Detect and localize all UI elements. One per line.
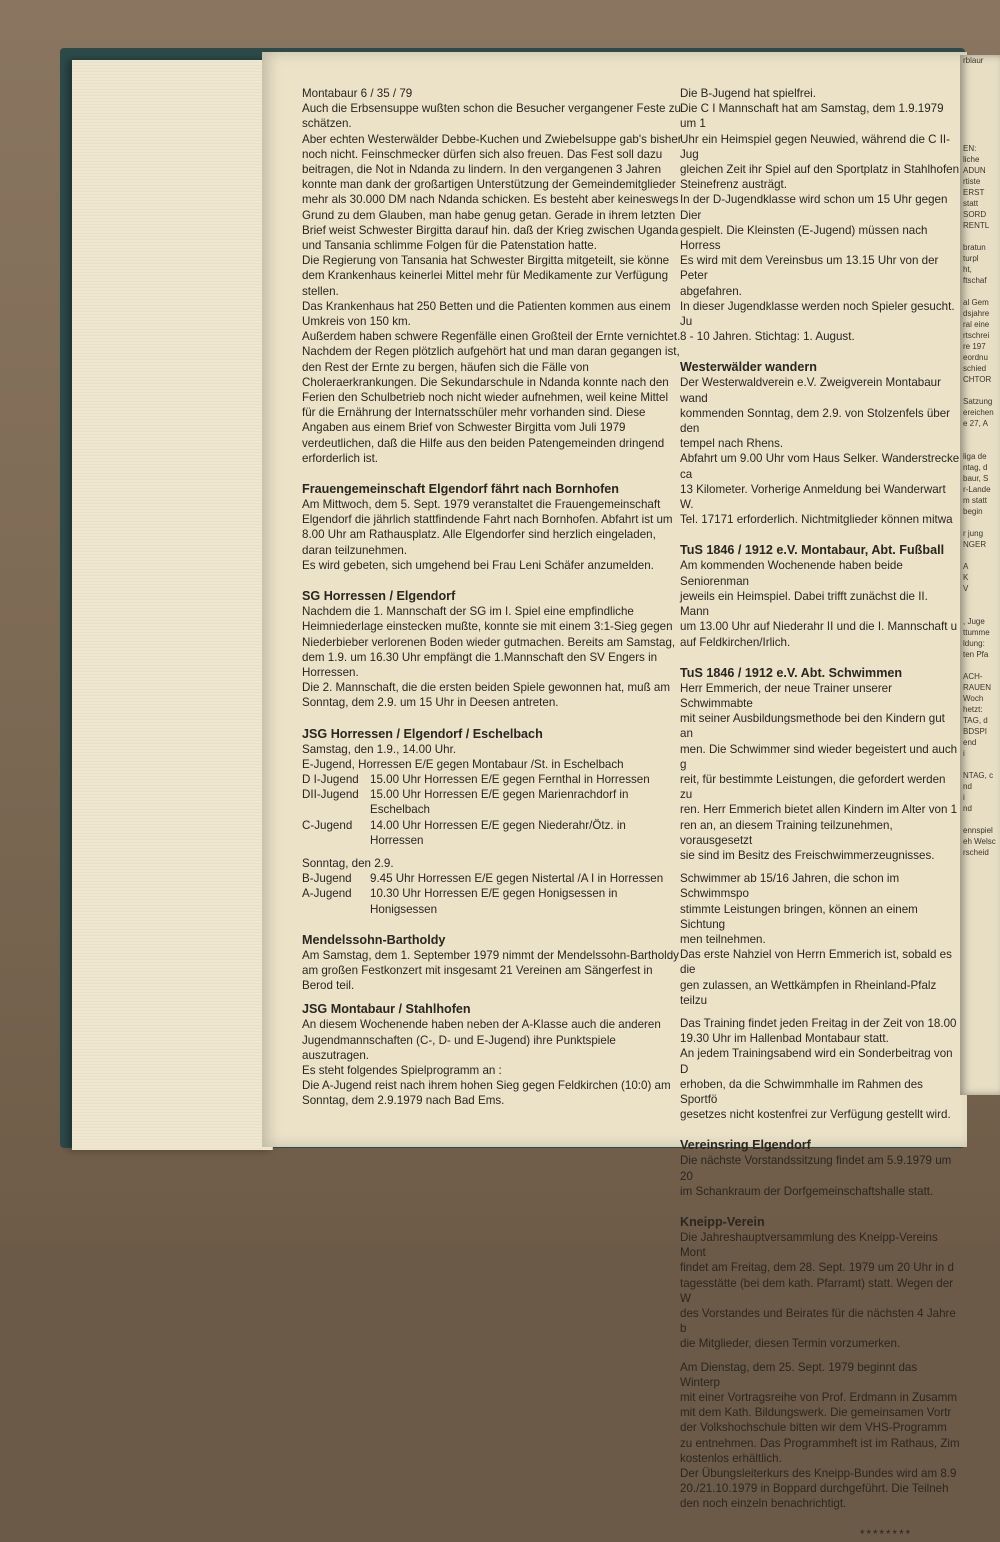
fragment-line <box>960 550 1000 561</box>
team-label: D I-Jugend <box>302 772 359 786</box>
match-info: 10.30 Uhr Horressen E/E gegen Honigsessen in Honigsessen <box>370 887 618 916</box>
match-info: 14.00 Uhr Horressen E/E gegen Niederahr/Ötz. in Horressen <box>370 818 626 847</box>
line: tempel nach Rhens. <box>680 437 784 451</box>
line: mit dem Kath. Bildungswerk. Die gemeinsamen Vortr <box>680 1406 952 1420</box>
line: 20./21.10.1979 in Boppard durchgeführt. Die Teilneh <box>680 1482 949 1496</box>
fragment-line: liche <box>963 155 980 164</box>
fragment-line: BDSPI <box>963 727 988 736</box>
book-page-edges <box>72 60 273 1150</box>
fragment-line: nd <box>963 804 972 813</box>
line: Steinefrenz austrägt. <box>680 178 787 192</box>
left-column <box>302 86 682 1109</box>
fragment-line <box>960 517 1000 528</box>
fragment-line <box>960 286 1000 297</box>
end-stars: ******** <box>860 1527 913 1541</box>
schedule-date: Sonntag, den 2.9. <box>302 856 394 870</box>
schedule-row <box>302 818 682 848</box>
fragment-line: ht, <box>963 265 972 274</box>
fragment-line <box>960 66 1000 77</box>
fragment-line <box>960 660 1000 671</box>
fragment-line: ennspiel <box>963 826 993 835</box>
right-column <box>680 86 960 1542</box>
next-page-fragment <box>960 55 1000 1095</box>
schedule-row <box>302 772 682 787</box>
line: Das erste Nahziel von Herrn Emmerich ist, sobald es die <box>680 948 952 977</box>
line: des Vorstandes und Beirates für die nächsten 4 Jahre b <box>680 1307 956 1336</box>
fragment-line: r-Lande <box>963 485 991 494</box>
line: Es wird mit dem Vereinsbus um 13.15 Uhr von der Peter <box>680 254 939 283</box>
paragraph: Die 2. Mannschaft, die die ersten beiden Spiele gewonnen hat, muß am Sonntag, dem 2.9. um 15 Uhr in Deesen antreten. <box>302 681 670 710</box>
line: im Schankraum der Dorfgemeinschaftshalle statt. <box>680 1184 934 1198</box>
line: Tel. 17171 erforderlich. Nichtmitglieder können mitwa <box>680 513 953 527</box>
line: Uhr ein Heimspiel gegen Neuwied, während die C II-Jug <box>680 132 951 161</box>
line: ren. Herr Emmerich bietet allen Kindern im Alter von 1 <box>680 803 958 817</box>
line: Das Training findet jeden Freitag in der Zeit von 18.00 <box>680 1016 957 1030</box>
schedule-line: E-Jugend, Horressen E/E gegen Montabaur /St. in Eschelbach <box>302 757 624 771</box>
fragment-line: eordnu <box>963 353 988 362</box>
line: auf Feldkirchen/Irlich. <box>680 635 791 649</box>
fragment-line: re 197 <box>963 342 986 351</box>
fragment-line: , Juge <box>963 617 985 626</box>
paragraph: Es wird gebeten, sich umgehend bei Frau Leni Schäfer anzumelden. <box>302 558 654 572</box>
fragment-line: ftschaf <box>963 276 987 285</box>
fragment-line: i <box>963 749 965 758</box>
line: reit, für bestimmte Leistungen, die gefordert werden zu <box>680 772 946 802</box>
line: In dieser Jugendklasse werden noch Spieler gesucht. Ju <box>680 299 955 329</box>
fragment-line <box>960 429 1000 440</box>
fragment-line: dsjahre <box>963 309 990 318</box>
fragment-line: ral eine <box>963 320 990 329</box>
line: Am kommenden Wochenende haben beide Seniorenman <box>680 559 903 588</box>
section-heading: Kneipp-Verein <box>680 1215 765 1229</box>
paragraph: Die Regierung von Tansania hat Schwester Birgitta mitgeteilt, sie könne dem Krankenhaus keinerlei Mittel mehr für Medikamente zur Verfügung stellen. <box>302 254 670 298</box>
section-heading: TuS 1846 / 1912 e.V. Abt. Schwimmen <box>680 665 903 680</box>
fragment-line <box>960 594 1000 605</box>
fragment-line <box>960 814 1000 825</box>
fragment-line: r jung <box>963 529 984 538</box>
section-heading: Mendelssohn-Bartholdy <box>302 932 446 947</box>
fragment-line <box>960 759 1000 770</box>
paragraph: Auch die Erbsensuppe wußten schon die Besucher vergangener Feste zu schätzen. <box>302 102 681 131</box>
fragment-line: NGER <box>963 540 987 549</box>
section-heading: Frauengemeinschaft Elgendorf fährt nach Bornhofen <box>302 482 619 497</box>
line: Der Übungsleiterkurs des Kneipp-Bundes wird am 8.9 <box>680 1467 957 1481</box>
line: jeweils ein Heimspiel. Dabei trifft zunächst die II. Mann <box>680 589 928 619</box>
fragment-line: ADUN <box>963 166 986 175</box>
fragment-line: ten Pfa <box>963 650 989 659</box>
schedule-date: Samstag, den 1.9., 14.00 Uhr. <box>302 742 457 756</box>
line: 13 Kilometer. Vorherige Anmeldung bei Wanderwart W. <box>680 482 946 512</box>
line: ren an, an diesem Training teilzunehmen, vorausgesetzt <box>680 818 893 847</box>
fragment-line <box>960 385 1000 396</box>
fragment-line <box>960 77 1000 88</box>
match-info: 15.00 Uhr Horressen E/E gegen Fernthal in Horressen <box>370 772 650 786</box>
fragment-line <box>960 88 1000 99</box>
section-heading: TuS 1846 / 1912 e.V. Montabaur, Abt. Fußball <box>680 543 945 558</box>
paragraph: An diesem Wochenende haben neben der A-Klasse auch die anderen Jugendmannschaften (C-, D- und E-Jugend) ihre Punktspiele auszutragen. <box>302 1018 661 1062</box>
fragment-line <box>960 99 1000 110</box>
fragment-line: K <box>963 573 969 582</box>
fragment-line <box>960 231 1000 242</box>
fragment-line: ttumme <box>963 628 990 637</box>
line: der Volkshochschule bitten wir dem VHS-Programm <box>680 1421 947 1435</box>
line: abgefahren. <box>680 284 742 298</box>
fragment-line: bratun <box>963 243 986 252</box>
fragment-line: RENTL <box>963 221 990 230</box>
line: Am Dienstag, dem 25. Sept. 1979 beginnt das Winterp <box>680 1360 918 1389</box>
schedule-row <box>302 787 682 817</box>
line: sie sind im Besitz des Freischwimmerzeugnisses. <box>680 848 935 862</box>
fragment-line: SORD <box>963 210 987 219</box>
schedule-row <box>302 871 682 886</box>
fragment-line: RAUEN <box>963 683 992 692</box>
team-label: DII-Jugend <box>302 788 359 802</box>
line: kommenden Sonntag, dem 2.9. von Stolzenfels über den <box>680 406 951 436</box>
line: gesetzes nicht kostenfrei zur Verfügung gestellt wird. <box>680 1108 951 1122</box>
fragment-line: e 27, A <box>963 419 988 428</box>
fragment-line: rscheid <box>963 848 989 857</box>
line: erhoben, da die Schwimmhalle im Rahmen des Sportfö <box>680 1077 923 1106</box>
fragment-line: A <box>963 562 969 571</box>
line: 19.30 Uhr im Hallenbad Montabaur statt. <box>680 1032 889 1046</box>
section-heading: JSG Montabaur / Stahlhofen <box>302 1002 471 1017</box>
team-label: B-Jugend <box>302 872 352 886</box>
fragment-line: statt <box>963 199 979 208</box>
fragment-line: TAG, d <box>963 716 988 725</box>
fragment-line: ldung: <box>963 639 985 648</box>
line: Die Jahreshauptversammlung des Kneipp-Vereins Mont <box>680 1231 938 1260</box>
fragment-line: Woch <box>963 694 984 703</box>
fragment-line: ACH- <box>963 672 983 681</box>
line: mit einer Vortragsreihe von Prof. Erdmann in Zusamm <box>680 1391 958 1405</box>
fragment-line: al Gem <box>963 298 989 307</box>
fragment-line: V <box>963 584 969 593</box>
section-heading: Westerwälder wandern <box>680 360 817 375</box>
line: Der Westerwaldverein e.V. Zweigverein Montabaur wand <box>680 376 941 405</box>
paragraph: Aber echten Westerwälder Debbe-Kuchen und Zwiebelsuppe gab's bisher noch nicht. Feinschmecker dürfen sich also freuen. Das Fest soll dazu beitragen, die Not in Ndanda zu lindern. In den vergangenen 3 Jahren konnte man dank der großartigen Unterstützung der Gemeindemitglieder mehr als 30.000 DM nach Ndanda schicken. Es besteht aber keineswegs Grund zu dem Glauben, man habe genug getan. Gerade in ihrem letzten Brief weist Schwester Birgitta darauf hin. daß der Krieg zwischen Uganda und Tansania schlimme Folgen für die Patenstation hatte. <box>302 132 682 253</box>
fragment-line: i <box>963 793 965 802</box>
line: tagesstätte (bei dem kath. Pfarramt) statt. Wegen der W <box>680 1276 954 1305</box>
fragment-line: end <box>963 738 977 747</box>
paragraph: Das Krankenhaus hat 250 Betten und die Patienten kommen aus einem Umkreis von 150 km. <box>302 299 671 329</box>
fragment-line <box>960 605 1000 616</box>
line: Die C I Mannschaft hat am Samstag, dem 1.9.1979 um 1 <box>680 102 944 131</box>
fragment-line: CHTOR <box>963 375 992 384</box>
line: gen zulassen, an Wettkämpfen in Rheinland-Pfalz teilzu <box>680 978 937 1007</box>
paragraph: Außerdem haben schwere Regenfälle einen Großteil der Ernte vernichtet. Nachdem der Regen plötzlich aufgehört hat und man daran gegangen ist, den Rest der Ernte zu bergen, häufen sich die Fälle von Choleraerkrankungen. Die Sekundarschule in Ndanda konnte nach den Ferien den Schulbetrieb noch nicht wieder aufnehmen, weil keine Mittel für die Ernährung der Internatsschüler mehr vorhanden sind. Diese Angaben aus einem Brief von Schwester Birgitta vom Juli 1979 verdeutlichen, daß die Hilfe aus den beiden Patengemeinden dringend erforderlich ist. <box>302 330 681 465</box>
line: Herr Emmerich, der neue Trainer unserer Schwimmabte <box>680 681 892 710</box>
line: An jedem Trainingsabend wird ein Sonderbeitrag von D <box>680 1047 953 1076</box>
fragment-line <box>960 110 1000 121</box>
fragment-line: eh Welsc <box>963 837 996 846</box>
match-info: 15.00 Uhr Horressen E/E gegen Marienrachdorf in Eschelbach <box>370 788 629 817</box>
schedule-row <box>302 886 682 916</box>
book-page <box>262 52 967 1541</box>
line: Die B-Jugend hat spielfrei. <box>680 87 816 100</box>
fragment-line: rtiste <box>963 177 981 186</box>
line: gleichen Zeit ihr Spiel auf den Sportplatz in Stahlhofen <box>680 163 960 177</box>
paragraph: Nachdem die 1. Mannschaft der SG im I. Spiel eine empfindliche Heimniederlage einstecken mußte, konnte sie mit einem 3:1-Sieg gegen Niederbieber verlorenen Boden wieder gutmachen. Bereits am Samstag, dem 1.9. um 16.30 Uhr empfängt die 1.Mannschaft den SV Engers in Horressen. <box>302 605 676 679</box>
section-heading: JSG Horressen / Elgendorf / Eschelbach <box>302 726 543 741</box>
line: Die nächste Vorstandssitzung findet am 5.9.1979 um 20 <box>680 1154 952 1183</box>
fragment-line: baur, S <box>963 474 989 483</box>
section-heading: SG Horressen / Elgendorf <box>302 589 456 604</box>
fragment-line: ntag, d <box>963 463 988 472</box>
line: men teilnehmen. <box>680 932 766 946</box>
fragment-line: NTAG, c <box>963 771 994 780</box>
line: den noch einzeln benachrichtigt. <box>680 1497 847 1511</box>
section-heading: Vereinsring Elgendorf <box>680 1138 811 1153</box>
line: 8 - 10 Jahren. Stichtag: 1. August. <box>680 330 855 344</box>
page-header: Montabaur 6 / 35 / 79 <box>302 87 413 100</box>
fragment-line: ERST <box>963 188 985 197</box>
match-info: 9.45 Uhr Horressen E/E gegen Nistertal /A I in Horressen <box>370 872 664 886</box>
fragment-line: nd <box>963 782 972 791</box>
fragment-line: rblaur <box>963 56 984 65</box>
line: men. Die Schwimmer sind wieder begeistert und auch g <box>680 742 958 771</box>
fragment-line: Satzung <box>963 397 993 406</box>
fragment-line: ereichen <box>963 408 994 417</box>
fragment-line: turpl <box>963 254 979 263</box>
fragment-line: schied <box>963 364 987 373</box>
fragment-line: m statt <box>963 496 988 505</box>
paragraph: Am Samstag, dem 1. September 1979 nimmt der Mendelssohn-Bartholdy am großen Festkonzert mit insgesamt 21 Vereinen am Sängerfest in Berod teil. <box>302 948 679 993</box>
paragraph: Es steht folgendes Spielprogramm an : <box>302 1063 502 1077</box>
fragment-line: liga de <box>963 452 987 461</box>
line: kostenlos erhältlich. <box>680 1451 782 1465</box>
fragment-list <box>960 55 1000 858</box>
line: findet am Freitag, dem 28. Sept. 1979 um 20 Uhr in d <box>680 1261 954 1275</box>
fragment-line <box>960 440 1000 451</box>
line: In der D-Jugendklasse wird schon um 15 Uhr gegen Dier <box>680 193 948 222</box>
fragment-line: EN: <box>963 144 977 153</box>
paragraph: Die A-Jugend reist nach ihrem hohen Sieg gegen Feldkirchen (10:0) am Sonntag, dem 2.9.1979 nach Bad Ems. <box>302 1079 671 1108</box>
fragment-line: begin <box>963 507 983 516</box>
line: Abfahrt um 9.00 Uhr vom Haus Selker. Wanderstrecke ca <box>680 452 960 481</box>
line: gespielt. Die Kleinsten (E-Jugend) müssen nach Horress <box>680 223 928 253</box>
line: Schwimmer ab 15/16 Jahren, die schon im Schwimmspo <box>680 872 900 901</box>
line: um 13.00 Uhr auf Niederahr II und die I. Mannschaft u <box>680 620 958 634</box>
team-label: C-Jugend <box>302 818 353 832</box>
line: mit seiner Ausbildungsmethode bei den Kindern gut an <box>680 712 945 741</box>
team-label: A-Jugend <box>302 887 352 901</box>
fragment-line <box>960 121 1000 132</box>
line: zu entnehmen. Das Programmheft ist im Rathaus, Zim <box>680 1436 960 1450</box>
fragment-line <box>960 132 1000 143</box>
line: die Mitglieder, diesen Termin vorzumerken. <box>680 1337 901 1351</box>
fragment-line: hetzt: <box>963 705 983 714</box>
fragment-line: rtschrei <box>963 331 990 340</box>
line: stimmte Leistungen bringen, können an einem Sichtung <box>680 902 918 931</box>
paragraph: Am Mittwoch, dem 5. Sept. 1979 veranstaltet die Frauengemeinschaft Elgendorf die jährlich stattfindende Fahrt nach Bornhofen. Abfahrt ist um 8.00 Uhr am Rathausplatz. Alle Elgendorfer sind herzlich eingeladen, daran teilzunehmen. <box>302 498 673 557</box>
